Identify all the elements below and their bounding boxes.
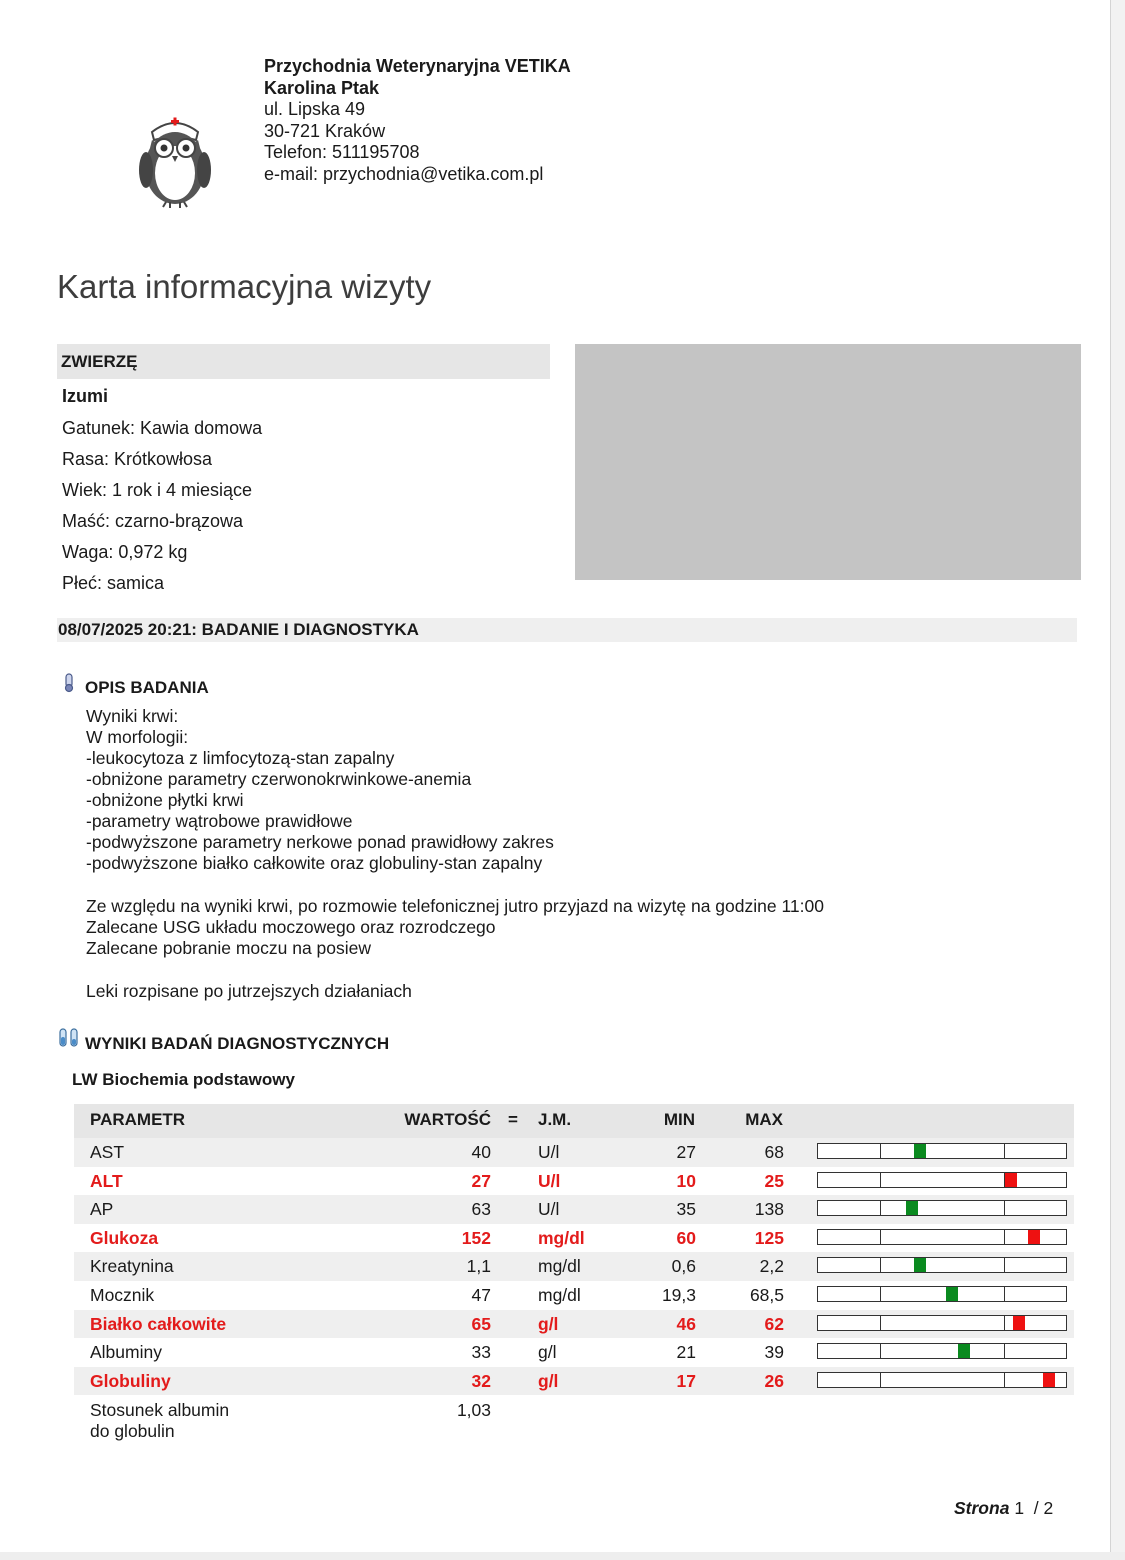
- row-unit: g/l: [538, 1313, 559, 1334]
- range-bar-marker: [914, 1144, 926, 1158]
- footer-label: Strona: [954, 1498, 1010, 1518]
- thermometer-icon: [62, 673, 76, 693]
- test-tubes-icon: [58, 1028, 80, 1048]
- exam-line: Zalecane pobranie moczu na posiew: [86, 938, 372, 958]
- exam-line: -obniżone parametry czerwonokrwinkowe-anemia: [86, 769, 472, 789]
- exam-line: Zalecane USG układu moczowego oraz rozrodczego: [86, 917, 496, 937]
- row-min: 46: [676, 1313, 696, 1334]
- row-min: 21: [676, 1342, 696, 1363]
- row-max: 26: [764, 1370, 784, 1391]
- range-bar-limit-tick: [1004, 1373, 1005, 1387]
- exam-line: W morfologii:: [86, 727, 189, 747]
- ratio-value: 1,03: [456, 1400, 491, 1420]
- header-eq: =: [508, 1110, 518, 1129]
- range-bar-limit-tick: [880, 1173, 881, 1187]
- row-min: 17: [676, 1370, 696, 1391]
- range-bar-limit-tick: [1004, 1230, 1005, 1244]
- row-value: 65: [471, 1313, 491, 1334]
- range-bar-limit-tick: [1004, 1258, 1005, 1272]
- row-unit: mg/dl: [538, 1227, 585, 1248]
- row-param-name: AST: [90, 1142, 125, 1162]
- header-max: MAX: [745, 1110, 783, 1129]
- row-max: 62: [764, 1313, 784, 1334]
- range-bar: [817, 1315, 1067, 1331]
- page-bottom-edge: [0, 1552, 1125, 1560]
- animal-breed: Rasa: Krótkowłosa: [62, 449, 213, 469]
- clinic-city: 30-721 Kraków: [264, 120, 386, 141]
- clinic-address-block: [264, 56, 571, 185]
- row-value: 152: [461, 1227, 491, 1248]
- range-bar-marker: [958, 1344, 970, 1358]
- range-bar-limit-tick: [1004, 1316, 1005, 1330]
- row-unit: mg/dl: [538, 1285, 581, 1305]
- ratio-label-line2: do globulin: [90, 1421, 175, 1441]
- range-bar: [817, 1372, 1067, 1388]
- exam-line: -obniżone płytki krwi: [86, 790, 244, 810]
- clinic-email: e-mail: przychodnia@vetika.com.pl: [264, 163, 544, 184]
- row-unit: g/l: [538, 1370, 559, 1391]
- row-value: 32: [471, 1370, 491, 1391]
- row-unit: U/l: [538, 1142, 560, 1162]
- row-unit: mg/dl: [538, 1256, 581, 1277]
- range-bar-limit-tick: [1004, 1144, 1005, 1158]
- exam-line: Ze względu na wyniki krwi, po rozmowie telefonicznej jutro przyjazd na wizytę na godzine 11:00: [86, 896, 824, 916]
- row-min: 27: [676, 1142, 696, 1162]
- page-title: Karta informacyjna wizyty: [57, 268, 432, 305]
- row-max: 68,5: [749, 1285, 784, 1305]
- row-param-name: Albuminy: [90, 1342, 162, 1363]
- row-max: 39: [764, 1342, 784, 1363]
- animal-section-header: [57, 344, 550, 379]
- row-param-name: ALT: [90, 1170, 123, 1191]
- clinic-doctor: Karolina Ptak: [264, 77, 380, 98]
- page-footer: [954, 1498, 1053, 1519]
- exam-line: Wyniki krwi:: [86, 706, 179, 726]
- range-bar: [817, 1200, 1067, 1216]
- range-bar: [817, 1343, 1067, 1359]
- range-bar-limit-tick: [880, 1316, 881, 1330]
- animal-species: Gatunek: Kawia domowa: [62, 418, 263, 438]
- row-value: 40: [471, 1142, 491, 1162]
- clinic-name: Przychodnia Weterynaryjna VETIKA: [264, 56, 571, 76]
- row-min: 19,3: [661, 1285, 696, 1305]
- exam-line: -podwyższone białko całkowite oraz globuliny-stan zapalny: [86, 853, 543, 873]
- exam-line: -parametry wątrobowe prawidłowe: [86, 811, 353, 831]
- range-bar-limit-tick: [880, 1344, 881, 1358]
- animal-color: Maść: czarno-brązowa: [62, 511, 244, 531]
- row-max: 2,2: [759, 1256, 784, 1277]
- header-param: PARAMETR: [90, 1110, 186, 1129]
- row-max: 68: [764, 1142, 784, 1162]
- row-min: 10: [676, 1170, 696, 1191]
- animal-age: Wiek: 1 rok i 4 miesiące: [62, 480, 253, 500]
- row-unit: U/l: [538, 1170, 561, 1191]
- range-bar-limit-tick: [880, 1287, 881, 1301]
- row-value: 27: [471, 1170, 491, 1191]
- row-value: 33: [471, 1342, 491, 1363]
- clinic-street: ul. Lipska 49: [264, 99, 366, 119]
- row-max: 125: [754, 1227, 784, 1248]
- range-bar: [817, 1229, 1067, 1245]
- visit-header-label: 08/07/2025 20:21: BADANIE I DIAGNOSTYKA: [58, 620, 419, 639]
- results-table-header: [74, 1104, 1074, 1138]
- range-bar-limit-tick: [1004, 1201, 1005, 1215]
- results-section-title: WYNIKI BADAŃ DIAGNOSTYCZNYCH: [85, 1034, 390, 1053]
- range-bar-limit-tick: [880, 1373, 881, 1387]
- row-value: 47: [471, 1285, 491, 1305]
- animal-photo-redacted: [575, 344, 1081, 580]
- exam-line: -leukocytoza z limfocytozą-stan zapalny: [86, 748, 395, 768]
- range-bar-limit-tick: [880, 1144, 881, 1158]
- animal-sex: Płeć: samica: [62, 573, 165, 593]
- row-min: 0,6: [671, 1256, 696, 1277]
- range-bar-marker: [946, 1287, 958, 1301]
- animal-weight: Waga: 0,972 kg: [62, 542, 188, 562]
- range-bar-marker: [1013, 1316, 1025, 1330]
- footer-page: 1: [1014, 1498, 1025, 1518]
- range-bar-marker: [1028, 1230, 1040, 1244]
- row-value: 63: [471, 1199, 491, 1220]
- results-panel-name: LW Biochemia podstawowy: [72, 1070, 295, 1089]
- range-bar: [817, 1257, 1067, 1273]
- animal-name: Izumi: [62, 386, 109, 406]
- range-bar-limit-tick: [880, 1230, 881, 1244]
- exam-line: -podwyższone parametry nerkowe ponad prawidłowy zakres: [86, 832, 554, 852]
- range-bar-limit-tick: [1004, 1287, 1005, 1301]
- row-unit: U/l: [538, 1199, 560, 1220]
- range-bar-limit-tick: [880, 1258, 881, 1272]
- visit-header: [57, 618, 1077, 642]
- clinic-phone: Telefon: 511195708: [264, 142, 420, 162]
- header-unit: J.M.: [538, 1110, 572, 1129]
- range-bar: [817, 1172, 1067, 1188]
- page-right-edge: [1110, 0, 1125, 1560]
- range-bar: [817, 1286, 1067, 1302]
- row-param-name: AP: [90, 1199, 114, 1220]
- range-bar-marker: [1005, 1173, 1017, 1187]
- row-param-name: Glukoza: [90, 1227, 159, 1248]
- footer-total: / 2: [1033, 1498, 1054, 1518]
- row-param-name: Białko całkowite: [90, 1313, 227, 1334]
- row-value: 1,1: [466, 1256, 491, 1277]
- row-min: 60: [676, 1227, 696, 1248]
- row-min: 35: [676, 1199, 696, 1220]
- row-max: 25: [764, 1170, 784, 1191]
- animal-section-label: ZWIERZĘ: [61, 352, 138, 371]
- row-param-name: Mocznik: [90, 1285, 155, 1305]
- row-param-name: Globuliny: [90, 1370, 171, 1391]
- exam-line: Leki rozpisane po jutrzejszych działaniach: [86, 981, 412, 1001]
- range-bar-limit-tick: [880, 1201, 881, 1215]
- range-bar-marker: [906, 1201, 918, 1215]
- ratio-label-line1: Stosunek albumin: [90, 1400, 230, 1420]
- range-bar: [817, 1143, 1067, 1159]
- row-param-name: Kreatynina: [90, 1256, 174, 1277]
- range-bar-marker: [1043, 1373, 1055, 1387]
- row-max: 138: [754, 1199, 784, 1220]
- row-unit: g/l: [538, 1342, 557, 1363]
- owl-nurse-logo-icon: [130, 110, 220, 210]
- range-bar-limit-tick: [1004, 1344, 1005, 1358]
- header-value: WARTOŚĆ: [404, 1110, 491, 1129]
- header-min: MIN: [663, 1110, 695, 1129]
- range-bar-marker: [914, 1258, 926, 1272]
- exam-section-title: OPIS BADANIA: [85, 678, 209, 697]
